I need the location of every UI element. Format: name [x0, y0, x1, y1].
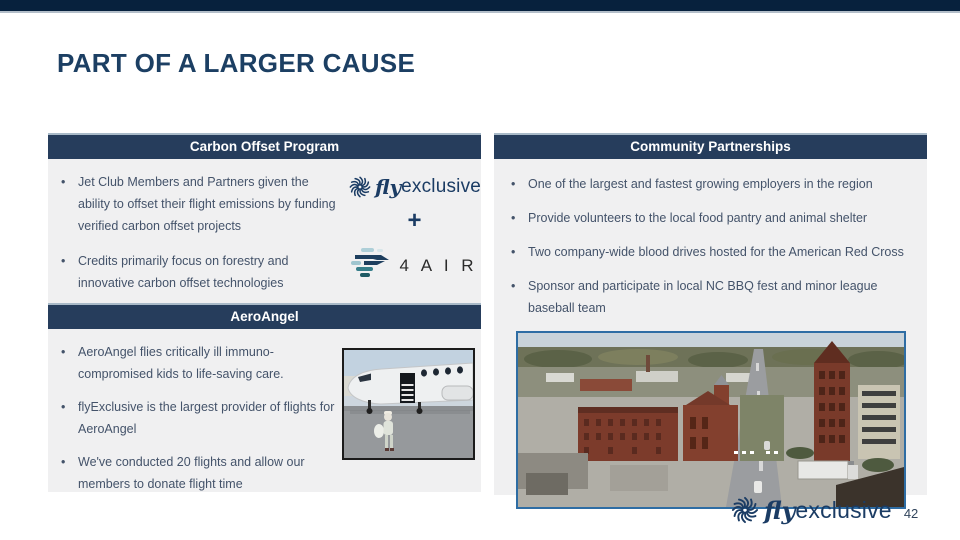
list-item: • Credits primarily focus on forestry and innovative carbon offset technologies	[52, 250, 344, 294]
community-partnerships-body	[494, 159, 927, 495]
flyexclusive-wordmark-exclusive: exclusive	[401, 176, 482, 197]
aeroangel-bullet-list	[48, 329, 342, 492]
top-accent-bar	[0, 0, 960, 13]
list-item: • Jet Club Members and Partners given the ability to offset their flight emissions by funding verified carbon offset projects	[52, 171, 344, 237]
footer-brand	[730, 495, 918, 525]
list-item: • Sponsor and participate in local NC BBQ fest and minor league baseball team	[502, 275, 921, 319]
community-partnerships-panel	[494, 133, 927, 495]
4air-logo	[351, 247, 477, 284]
list-item: • One of the largest and fastest growing employers in the region	[502, 173, 921, 195]
community-city-photo	[516, 331, 906, 509]
list-item: • AeroAngel flies critically ill immuno-compromised kids to life-saving care.	[52, 341, 338, 385]
flyexclusive-logo	[348, 175, 481, 199]
flyexclusive-spiral-icon	[348, 175, 372, 199]
carbon-offset-body	[48, 159, 481, 303]
list-item: • Two company-wide blood drives hosted for the American Red Cross	[502, 241, 921, 263]
flyexclusive-spiral-icon	[730, 495, 760, 525]
partner-logo-stack	[348, 159, 481, 303]
carbon-offset-bullet-list	[48, 159, 348, 303]
community-partnerships-header: Community Partnerships	[494, 133, 927, 159]
page-title: PART OF A LARGER CAUSE	[57, 48, 416, 78]
plus-icon: +	[407, 207, 422, 234]
aeroangel-body	[48, 329, 481, 492]
aeroangel-header: AeroAngel	[48, 303, 481, 329]
community-bullet-list	[494, 159, 927, 319]
4air-plane-icon	[351, 247, 391, 284]
page-number: 42	[903, 505, 919, 521]
footer-wordmark-exclusive: exclusive	[795, 496, 892, 523]
carbon-offset-panel	[48, 133, 481, 492]
list-item: • flyExclusive is the largest provider of flights for AeroAngel	[52, 396, 338, 440]
flyexclusive-wordmark-fly: fly	[374, 175, 402, 199]
list-item: • We've conducted 20 flights and allow our members to donate flight time	[52, 451, 338, 495]
footer-wordmark-fly: fly	[764, 495, 796, 525]
4air-wordmark: 4 A I R	[399, 255, 478, 275]
carbon-offset-header: Carbon Offset Program	[48, 133, 481, 159]
list-item: • Provide volunteers to the local food pantry and animal shelter	[502, 207, 921, 229]
aeroangel-jet-photo	[342, 348, 475, 460]
